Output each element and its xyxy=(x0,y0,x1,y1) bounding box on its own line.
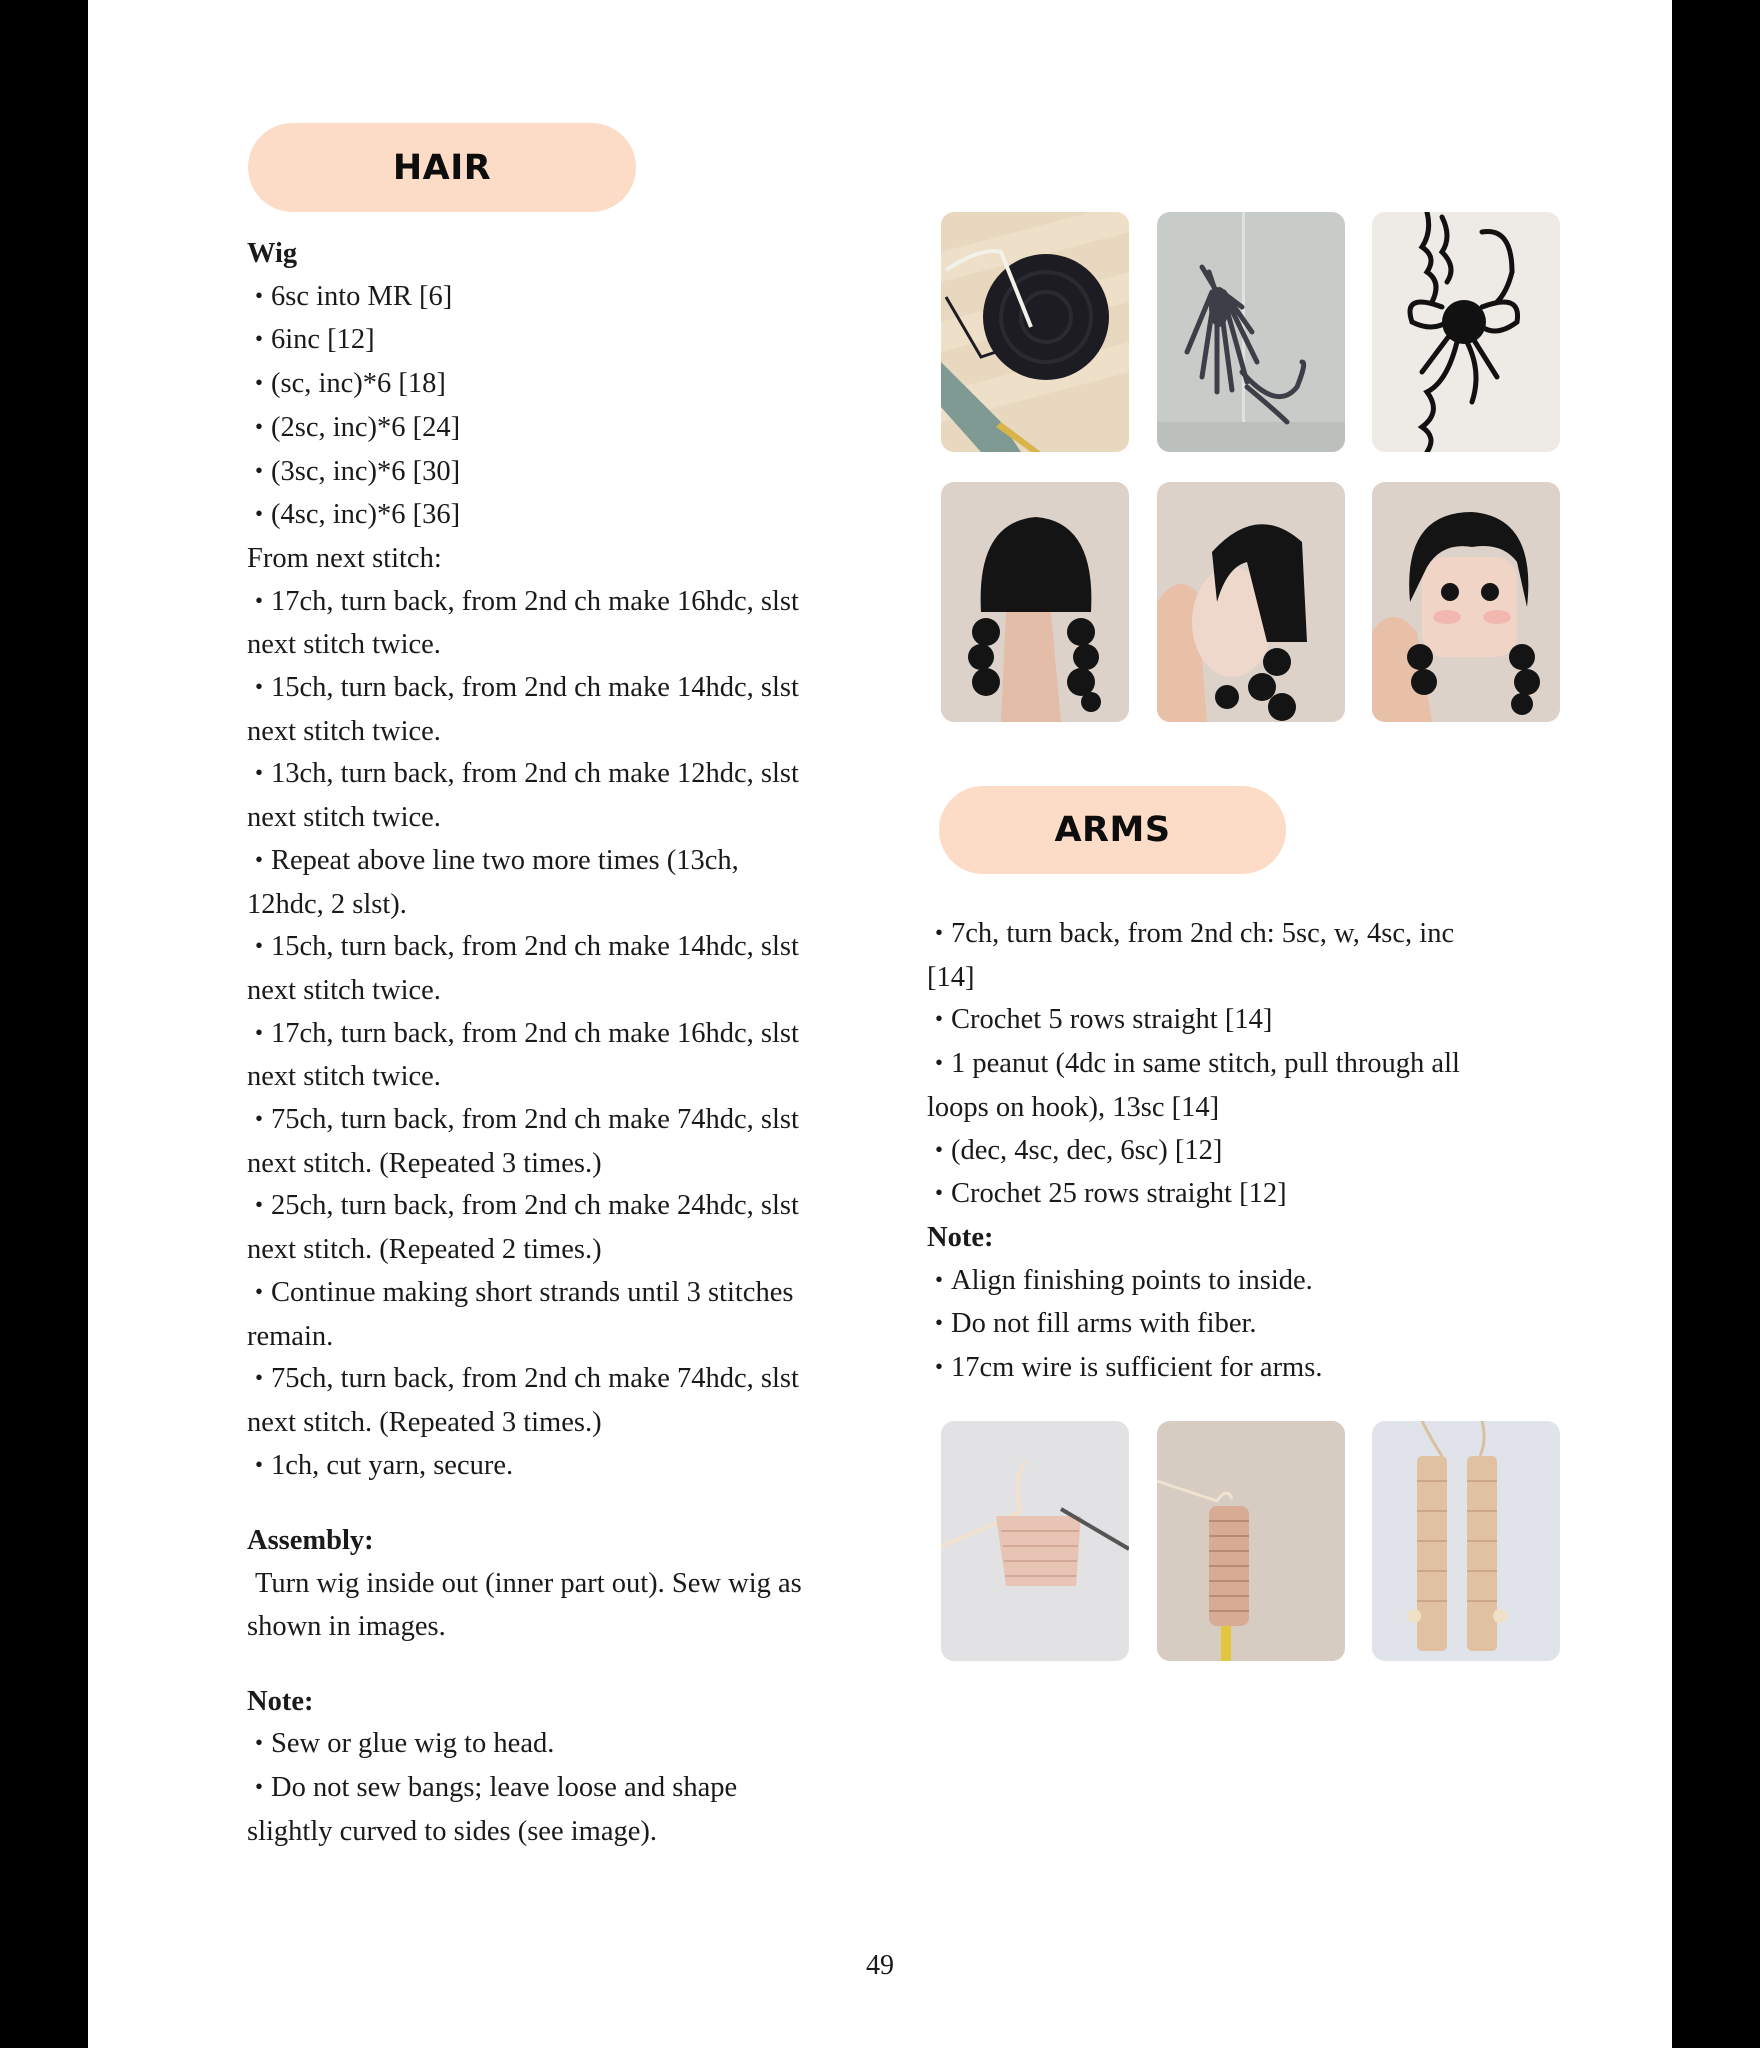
arm-step: • Crochet 5 rows straight [14] xyxy=(927,999,1547,1043)
round-item: • (3sc, inc)*6 [30] xyxy=(247,451,857,495)
strand-item-cont: next stitch twice. xyxy=(247,715,441,747)
document-page xyxy=(88,0,1672,2048)
spacer xyxy=(247,1649,857,1681)
strand-item: • 17ch, turn back, from 2nd ch make 16hdc, slst xyxy=(247,581,857,625)
strand-item: • 15ch, turn back, from 2nd ch make 14hdc, slst xyxy=(247,667,857,711)
round-item: • 6inc [12] xyxy=(247,319,857,363)
arms-photo-3 xyxy=(1372,1421,1560,1661)
strand-item: • 17ch, turn back, from 2nd ch make 16hdc, slst xyxy=(247,1013,857,1057)
strand-item-cont: 12hdc, 2 slst). xyxy=(247,888,407,920)
note-item: • Do not sew bangs; leave loose and shape xyxy=(247,1767,857,1811)
note-item: • Sew or glue wig to head. xyxy=(247,1723,857,1767)
arm-step-cont: loops on hook), 13sc [14] xyxy=(927,1091,1220,1123)
wig-heading: Wig xyxy=(247,238,298,269)
strand-item: • 75ch, turn back, from 2nd ch make 74hdc, slst xyxy=(247,1099,857,1143)
strand-item: • Continue making short strands until 3 stitches xyxy=(247,1272,857,1316)
strand-item-cont: next stitch twice. xyxy=(247,802,441,834)
strand-item-cont: next stitch twice. xyxy=(247,1061,441,1093)
arms-title: ARMS xyxy=(1054,810,1171,850)
strand-item: • Repeat above line two more times (13ch, xyxy=(247,840,857,884)
arm-note: • Do not fill arms with fiber. xyxy=(927,1303,1547,1347)
page-number: 49 xyxy=(866,1950,894,1981)
arm-step: • Crochet 25 rows straight [12] xyxy=(927,1173,1547,1217)
wig-strands-image xyxy=(1157,212,1345,452)
strand-item-cont: next stitch. (Repeated 3 times.) xyxy=(247,1147,602,1179)
strand-item: • 25ch, turn back, from 2nd ch make 24hdc, slst xyxy=(247,1185,857,1229)
assembly-text-cont: shown in images. xyxy=(247,1610,446,1642)
hair-photo-3 xyxy=(1372,212,1560,452)
wig-curls-image xyxy=(1372,212,1560,452)
from-next-stitch-label: From next stitch: xyxy=(247,542,442,574)
wig-on-finger-image xyxy=(941,482,1129,722)
strand-item: • 1ch, cut yarn, secure. xyxy=(247,1445,857,1489)
arms-photo-2 xyxy=(1157,1421,1345,1661)
round-item: • (sc, inc)*6 [18] xyxy=(247,363,857,407)
arm-progress-image xyxy=(1157,1421,1345,1661)
spacer xyxy=(247,1488,857,1520)
arm-note: • Align finishing points to inside. xyxy=(927,1260,1547,1304)
section-title-hair xyxy=(248,123,636,212)
note-item-cont: slightly curved to sides (see image). xyxy=(247,1815,657,1847)
hair-photo-5 xyxy=(1157,482,1345,722)
arms-photo-1 xyxy=(941,1421,1129,1661)
arm-step-cont: [14] xyxy=(927,961,975,993)
arm-step: • (dec, 4sc, dec, 6sc) [12] xyxy=(927,1130,1547,1174)
hair-photo-2 xyxy=(1157,212,1345,452)
doll-head-image xyxy=(1372,482,1560,722)
hair-instructions xyxy=(247,233,857,1853)
hair-title: HAIR xyxy=(392,147,492,188)
assembly-heading: Assembly: xyxy=(247,1525,374,1557)
section-title-arms xyxy=(939,786,1286,874)
arm-step: • 7ch, turn back, from 2nd ch: 5sc, w, 4sc, inc xyxy=(927,913,1547,957)
round-item: • (2sc, inc)*6 [24] xyxy=(247,407,857,451)
arm-start-image xyxy=(941,1421,1129,1661)
crochet-circle-image xyxy=(941,212,1129,452)
strand-item-cont: next stitch. (Repeated 3 times.) xyxy=(247,1406,602,1438)
strand-item-cont: next stitch. (Repeated 2 times.) xyxy=(247,1234,602,1266)
wig-side-view-image xyxy=(1157,482,1345,722)
arms-note-heading: Note: xyxy=(927,1221,994,1253)
round-item: • 6sc into MR [6] xyxy=(247,276,857,320)
hair-photo-1 xyxy=(941,212,1129,452)
strand-item: • 15ch, turn back, from 2nd ch make 14hdc, slst xyxy=(247,926,857,970)
arms-instructions xyxy=(927,913,1547,1391)
strand-item-cont: remain. xyxy=(247,1320,334,1352)
strand-item-cont: next stitch twice. xyxy=(247,629,441,661)
strand-item: • 75ch, turn back, from 2nd ch make 74hdc, slst xyxy=(247,1358,857,1402)
round-item: • (4sc, inc)*6 [36] xyxy=(247,494,857,538)
finished-arms-image xyxy=(1372,1421,1560,1661)
arm-step: • 1 peanut (4dc in same stitch, pull through all xyxy=(927,1043,1547,1087)
hair-photo-4 xyxy=(941,482,1129,722)
strand-item-cont: next stitch twice. xyxy=(247,974,441,1006)
note-heading: Note: xyxy=(247,1685,314,1717)
strand-item: • 13ch, turn back, from 2nd ch make 12hdc, slst xyxy=(247,753,857,797)
assembly-text: Turn wig inside out (inner part out). Sew wig as xyxy=(255,1568,802,1600)
hair-photo-6 xyxy=(1372,482,1560,722)
arm-note: • 17cm wire is sufficient for arms. xyxy=(927,1347,1547,1391)
